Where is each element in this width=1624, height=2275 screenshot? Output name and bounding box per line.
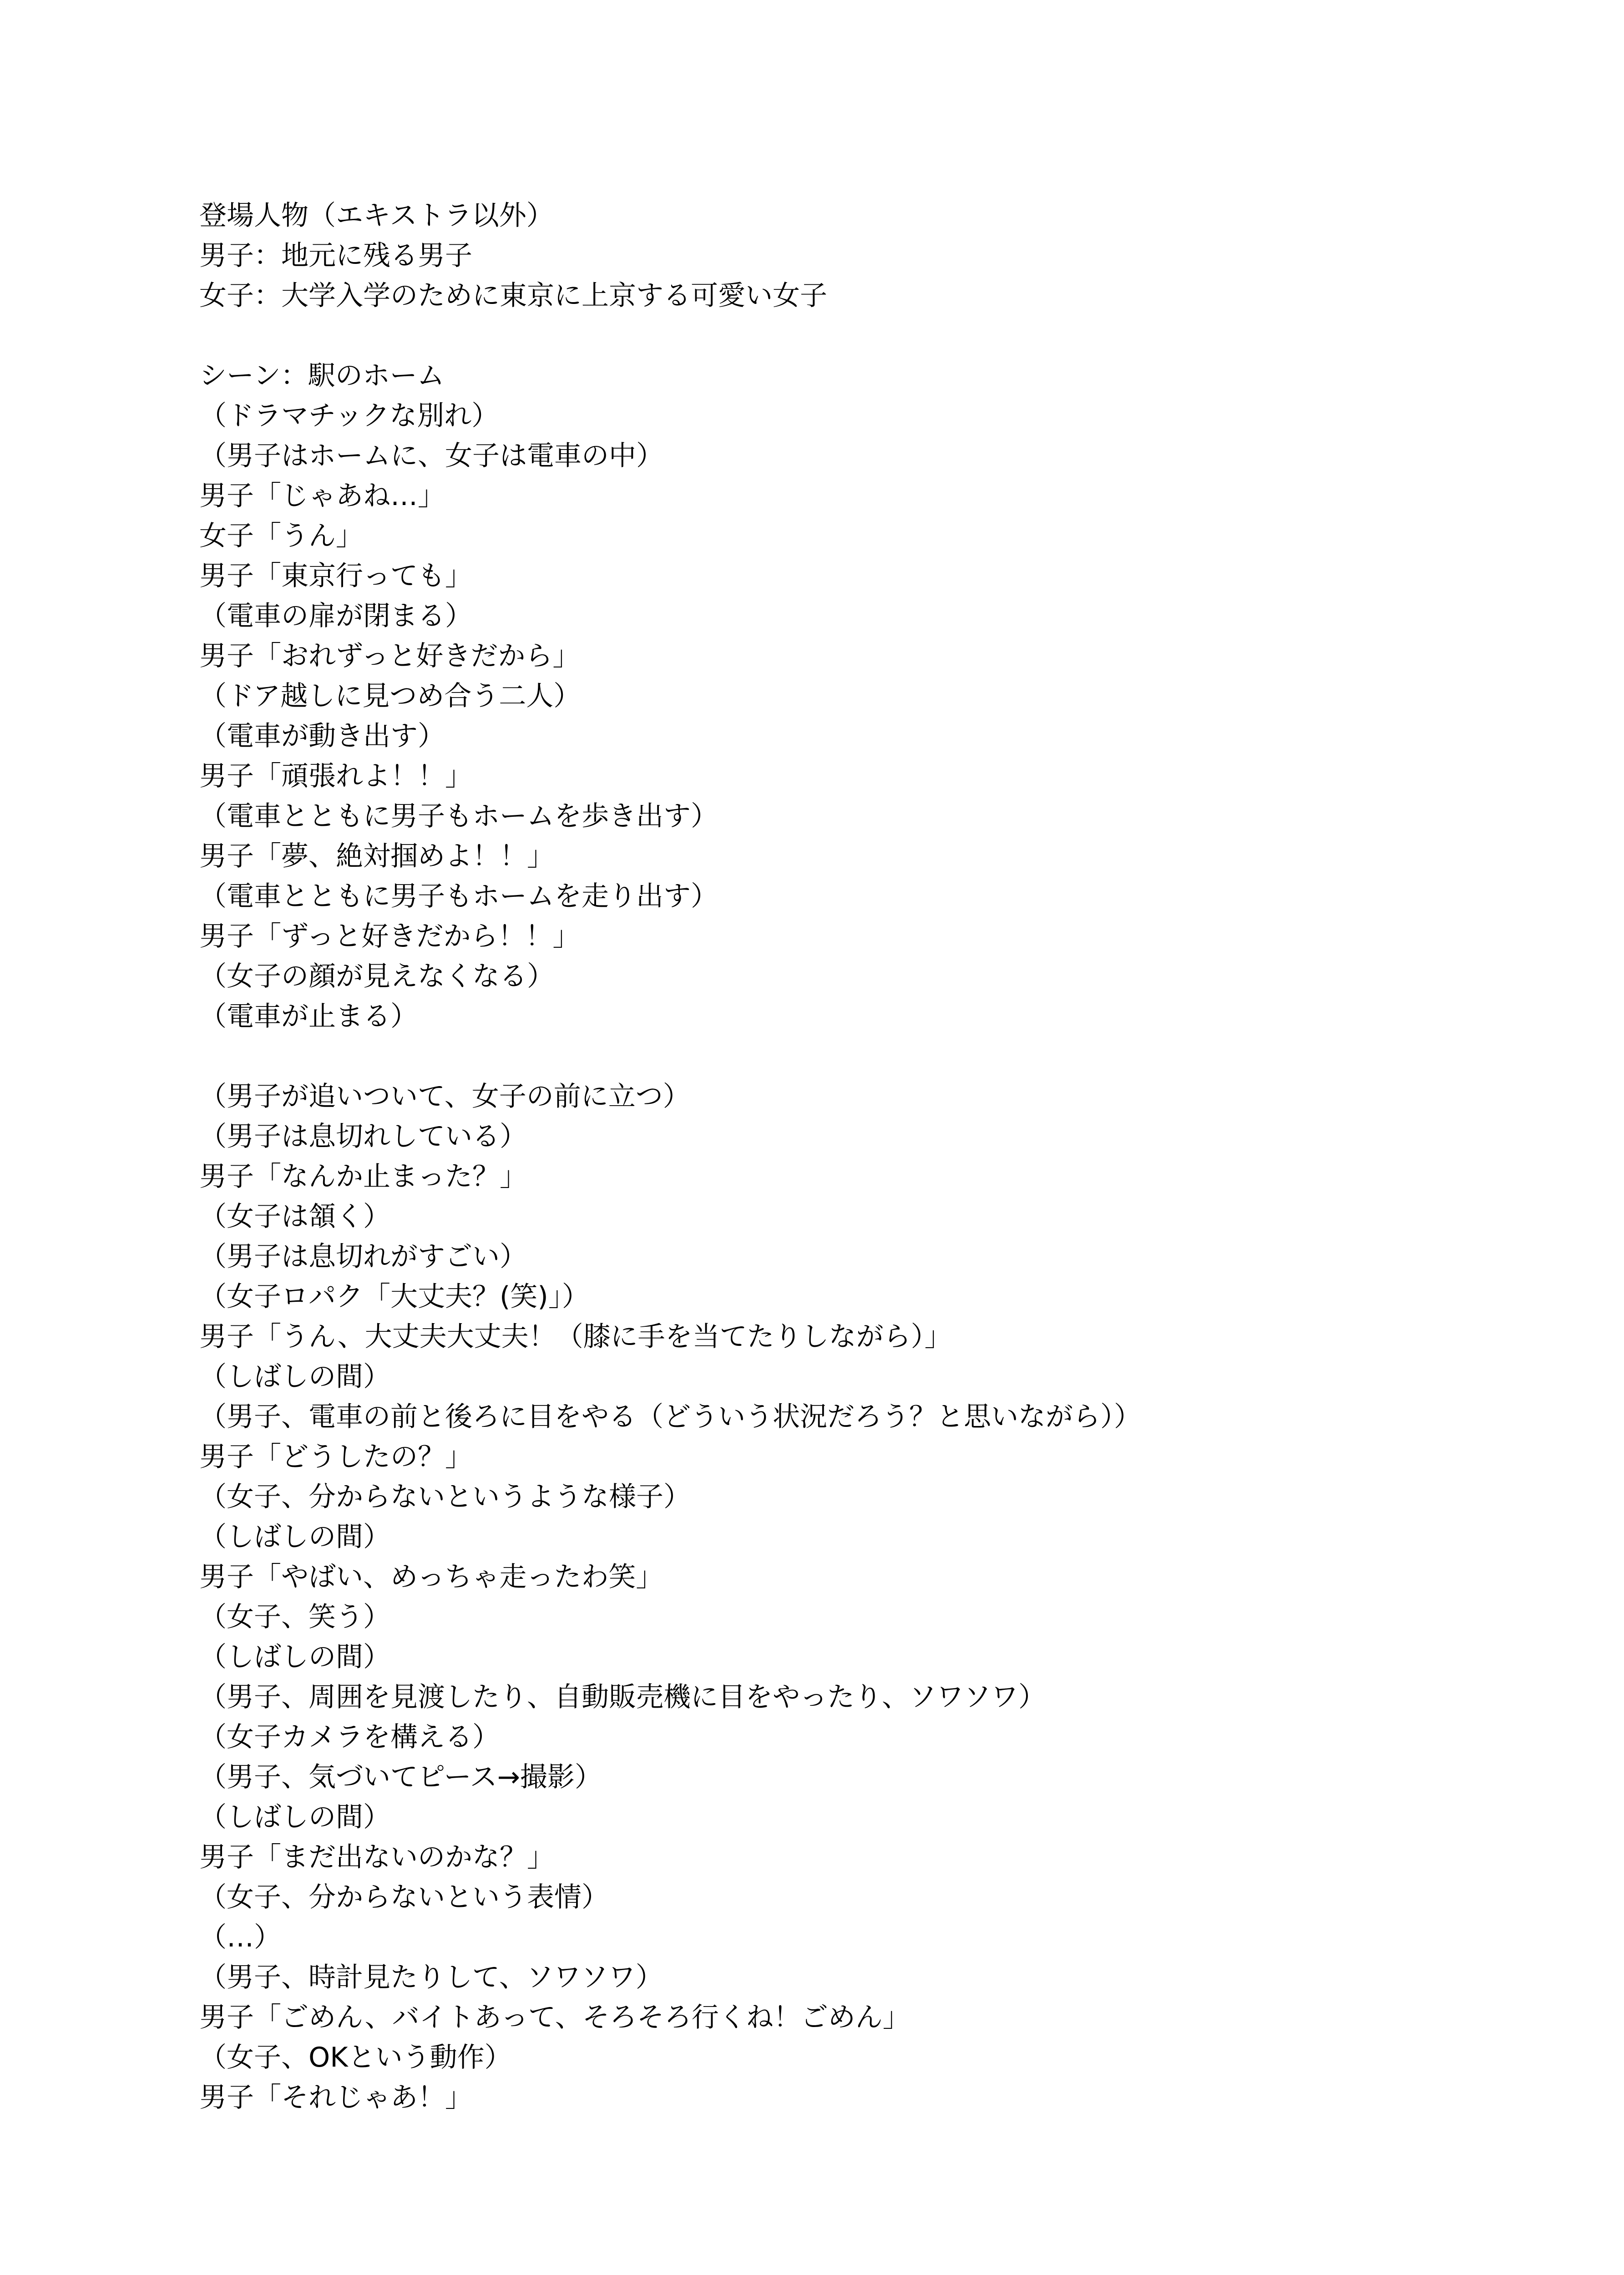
script-line: 男子「おれずっと好きだから」 — [199, 640, 580, 672]
script-line: （男子、電車の前と後ろに目をやる（どういう状況だろう？と思いながら）） — [199, 1401, 1141, 1433]
script-line: （しばしの間） — [199, 1641, 390, 1673]
script-line: （しばしの間） — [199, 1801, 390, 1833]
script-line: 男子「夢、絶対掴めよ！！」 — [199, 840, 554, 872]
script-line: （女子カメラを構える） — [199, 1721, 500, 1753]
script-line: （しばしの間） — [199, 1521, 390, 1553]
scene-part-1 — [199, 396, 1564, 1036]
script-line: （電車が止まる） — [199, 1001, 418, 1032]
script-line: （男子は息切れがすごい） — [199, 1241, 527, 1273]
script-line: （電車の扉が閉まる） — [199, 600, 472, 632]
script-line: 男子「東京行っても」 — [199, 560, 472, 592]
script-line: （男子はホームに、女子は電車の中） — [199, 440, 663, 472]
script-line: （女子、笑う） — [199, 1601, 390, 1633]
blank-line — [199, 1036, 1564, 1077]
script-line: （男子、時計見たりして、ソワソワ） — [199, 1962, 663, 1993]
script-line: （女子、分からないというような様子） — [199, 1481, 691, 1513]
script-line: （女子ロパク「大丈夫？(笑)」） — [199, 1281, 589, 1313]
scene-heading: シーン：駅のホーム — [199, 360, 445, 392]
scene-part-2 — [199, 1077, 1564, 2118]
script-line: 男子「ごめん、バイトあって、そろそろ行くね！ごめん」 — [199, 2002, 910, 2033]
script-line: 男子「ずっと好きだから！！」 — [199, 920, 580, 952]
script-line: （男子が追いついて、女子の前に立つ） — [199, 1081, 690, 1112]
script-line: （女子の顔が見えなくなる） — [199, 961, 554, 992]
script-line: 男子「じゃあね…」 — [199, 480, 445, 512]
script-line: （女子は頷く） — [199, 1201, 390, 1233]
script-line: （電車とともに男子もホームを走り出す） — [199, 880, 718, 912]
character-girl: 女子：大学入学のために東京に上京する可愛い女子 — [199, 280, 827, 312]
blank-line — [199, 316, 1564, 356]
script-line: 男子「どうしたの？」 — [199, 1441, 472, 1473]
script-line: （ドア越しに見つめ合う二人） — [199, 680, 581, 712]
script-line: （女子、OKという動作） — [199, 2042, 512, 2073]
character-boy: 男子：地元に残る男子 — [199, 240, 472, 272]
script-line: （…） — [199, 1921, 281, 1953]
script-line: （男子は息切れしている） — [199, 1121, 527, 1153]
script-line: （男子、気づいてピース→撮影） — [199, 1761, 602, 1793]
script-line: 男子「それじゃあ！」 — [199, 2082, 472, 2113]
script-text — [199, 196, 1564, 2118]
script-line: （電車が動き出す） — [199, 720, 445, 752]
script-line: （男子、周囲を見渡したり、自動販売機に目をやったり、ソワソワ） — [199, 1681, 1046, 1713]
script-line: 女子「うん」 — [199, 520, 363, 552]
script-line: 男子「うん、大丈夫大丈夫！（膝に手を当てたりしながら）」 — [199, 1321, 952, 1353]
script-line: （しばしの間） — [199, 1361, 390, 1393]
script-line: 男子「頑張れよ！！」 — [199, 760, 472, 792]
script-line: 男子「やばい、めっちゃ走ったわ笑」 — [199, 1561, 663, 1593]
script-line: 男子「なんか止まった？」 — [199, 1161, 527, 1193]
script-line: （ドラマチックな別れ） — [199, 400, 499, 432]
characters-heading: 登場人物（エキストラ以外） — [199, 200, 554, 232]
script-line: 男子「まだ出ないのかな？」 — [199, 1841, 554, 1873]
script-line: （電車とともに男子もホームを歩き出す） — [199, 800, 718, 832]
script-line: （女子、分からないという表情） — [199, 1881, 609, 1913]
